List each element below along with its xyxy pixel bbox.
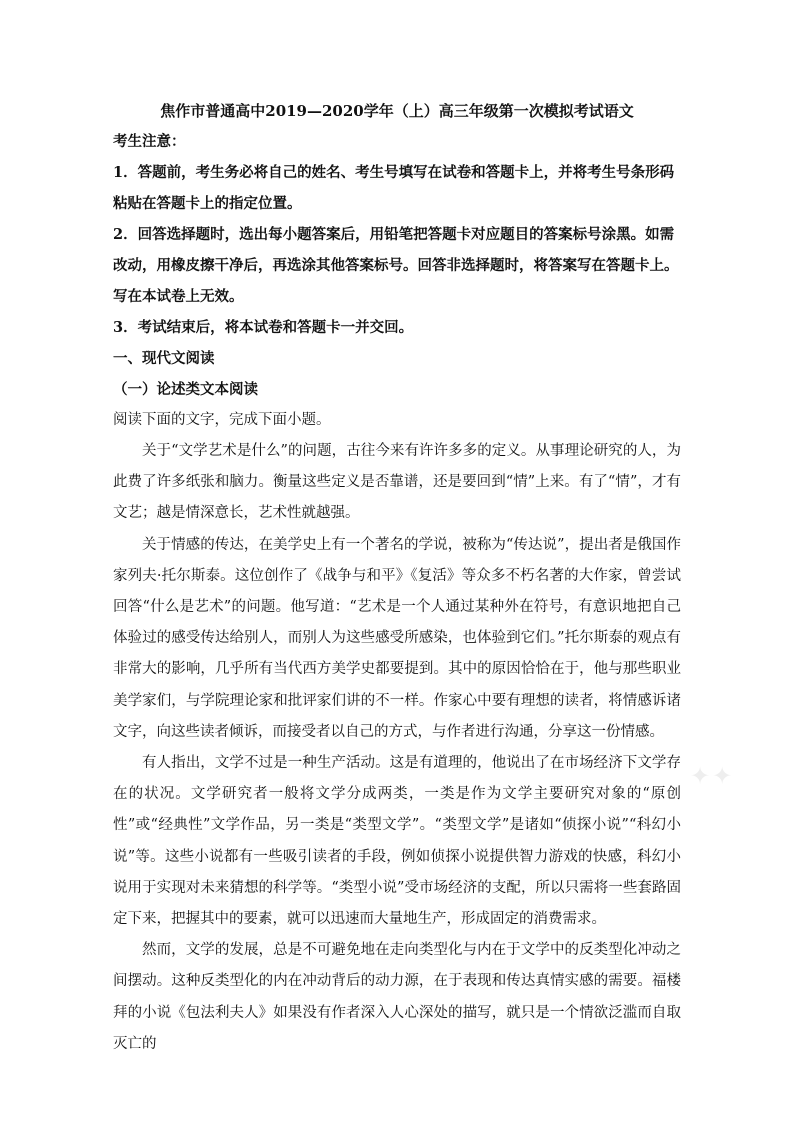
notice-item-3: 3．考试结束后，将本试卷和答题卡一并交回。 <box>113 319 414 336</box>
body-paragraph-2: 关于情感的传达，在美学史上有一个著名的学说，被称为“传达说”，提出者是俄国作家列夫·托尔斯泰。这位创作了《战争与和平》《复活》等众多不朽名著的大作家，曾尝试回答“什么是艺术”的问题。他写道：“艺术是一个人通过某种外在符号，有意识地把自己体验过的感受传达给别人，而别人为这些感受所感染，也体验到它们。”托尔斯泰的观点有非常大的影响，几乎所有当代西方美学史都要提到。其中的原因恰恰在于，他与那些职业美学家们，与学院理论家和批评家们讲的不一样。作家心中要有理想的读者，将情感诉诸文字，向这些读者倾诉，而接受者以自己的方式，与作者进行沟通，分享这一份情感。 <box>113 536 681 740</box>
section-heading: 一、现代文阅读 <box>113 350 215 367</box>
reading-instruction: 阅读下面的文字，完成下面小题。 <box>113 412 331 428</box>
body-paragraph-3: 有人指出，文学不过是一种生产活动。这是有道理的，他说出了在市场经济下文学存在的状况。文学研究者一般将文学分成两类，一类是作为文学主要研究对象的“原创性”或“经典性”文学作品，另一类是“类型文学”。“类型文学”是诸如“侦探小说”“科幻小说”等。这些小说都有一些吸引读者的手段，例如侦探小说提供智力游戏的快感，科幻小说用于实现对未来猜想的科学等。“类型小说”受市场经济的支配，所以只需将一些套路固定下来，把握其中的要素，就可以迅速而大量地生产，形成固定的消费需求。 <box>113 755 681 928</box>
exam-page <box>113 96 681 1060</box>
body-paragraph-1: 关于“文学艺术是什么”的问题，古往今来有许许多多的定义。从事理论研究的人，为此费了许多纸张和脑力。衡量这些定义是否靠谱，还是要回到“情”上来。有了“情”，才有文艺；越是情深意长，艺术性就越强。 <box>113 443 681 522</box>
notice-item-2: 2．回答选择题时，选出每小题答案后，用铅笔把答题卡对应题目的答案标号涂黑。如需改动，用橡皮擦干净后，再选涂其他答案标号。回答非选择题时，将答案写在答题卡上。写在本试卷上无效。 <box>113 226 679 305</box>
subsection-heading: （一）论述类文本阅读 <box>113 381 258 398</box>
notice-item-1: 1．答题前，考生务必将自己的姓名、考生号填写在试卷和答题卡上，并将考生号条形码粘贴在答题卡上的指定位置。 <box>113 164 675 212</box>
body-paragraph-4: 然而，文学的发展，总是不可避免地在走向类型化与内在于文学中的反类型化冲动之间摆动。这种反类型化的内在冲动背后的动力源，在于表现和传达真情实感的需要。福楼拜的小说《包法利夫人》如果没有作者深入人心深处的描写，就只是一个情欲泛滥而自取灭亡的 <box>113 942 681 1052</box>
faint-watermark: ✦✦ <box>690 762 735 790</box>
exam-title: 焦作市普通高中2019—2020学年（上）高三年级第一次模拟考试语文 <box>160 102 634 120</box>
notice-heading: 考生注意： <box>113 133 186 150</box>
